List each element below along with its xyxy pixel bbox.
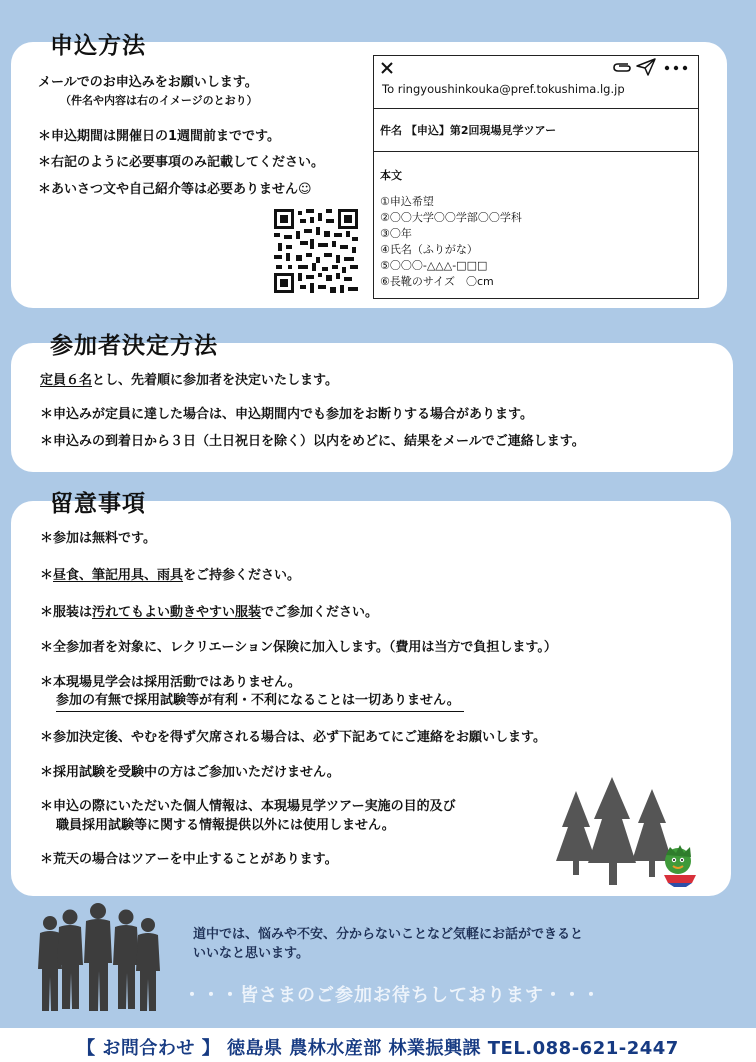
notes-bullet-5a: ＊本現場見学会は採用活動ではありません。 bbox=[40, 675, 301, 690]
send-icon bbox=[636, 58, 656, 76]
email-body-line-1: ①申込希望 bbox=[380, 195, 434, 208]
notes-bullet-5b: 参加の有無で採用試験等が有利・不利になることは一切ありません。 bbox=[56, 692, 464, 712]
apply-intro: メールでのお申込みをお願いします。 bbox=[38, 75, 258, 90]
apply-bullet-3: ＊あいさつ文や自己紹介等は必要ありません☺ bbox=[38, 182, 312, 197]
notes-bullet-3-underline: 汚れてもよい動きやすい服装 bbox=[92, 605, 262, 620]
close-icon bbox=[380, 61, 394, 75]
email-body-line-5: ⑤〇〇〇-△△△-□□□ bbox=[380, 259, 488, 272]
notes-bullet-2-pre: ＊ bbox=[40, 568, 54, 583]
email-body-line-2: ②〇〇大学〇〇学部〇〇学科 bbox=[380, 211, 522, 224]
email-body-line-4: ④氏名（ふりがな） bbox=[380, 243, 478, 256]
email-body-label: 本文 bbox=[380, 169, 402, 182]
selection-line-1 bbox=[40, 372, 338, 390]
more-icon bbox=[664, 65, 688, 71]
apply-title: 申込方法 bbox=[50, 33, 146, 59]
qr-code bbox=[274, 209, 358, 293]
apply-intro-sub: （件名や内容は右のイメージのとおり） bbox=[60, 94, 258, 107]
capacity-text: 定員６名 bbox=[40, 373, 93, 388]
notes-bullet-3-post: でご参加ください。 bbox=[261, 605, 379, 620]
apply-bullet-2: ＊右記のように必要事項のみ記載してください。 bbox=[38, 155, 325, 170]
bottom-message-2: いいなと思います。 bbox=[193, 946, 309, 961]
notes-bullet-3-pre: ＊服装は bbox=[40, 605, 93, 620]
notes-bullet-7: ＊採用試験を受験中の方はご参加いただけません。 bbox=[40, 765, 340, 780]
contact-info: 【 お問合わせ 】 徳島県 農林水産部 林業振興課 TEL.088-621-2447 bbox=[77, 1038, 679, 1059]
closing-message: ・・・皆さまのご参加お待ちしております・・・ bbox=[183, 985, 601, 1006]
paperclip-icon bbox=[612, 60, 632, 74]
notes-bullet-2-underline: 昼食、筆記用具、雨具 bbox=[53, 568, 184, 583]
selection-line-3: ＊申込みの到着日から３日（土日祝日を除く）以内をめどに、結果をメールでご連絡します。 bbox=[40, 434, 585, 449]
notes-bullet-9: ＊荒天の場合はツアーを中止することがあります。 bbox=[40, 852, 338, 867]
email-subject: 件名 【申込】第2回現場見学ツアー bbox=[380, 124, 557, 137]
notes-bullet-1: ＊参加は無料です。 bbox=[40, 531, 156, 546]
notes-bullet-2-post: をご持参ください。 bbox=[183, 568, 301, 583]
email-to: To ringyoushinkouka@pref.tokushima.lg.jp bbox=[382, 82, 625, 96]
email-mockup bbox=[373, 55, 699, 299]
notes-bullet-8a: ＊申込の際にいただいた個人情報は、本現場見学ツアー実施の目的及び bbox=[40, 799, 456, 814]
selection-line-2: ＊申込みが定員に達した場合は、申込期間内でも参加をお断りする場合があります。 bbox=[40, 407, 533, 422]
email-body-line-6: ⑥長靴のサイズ 〇cm bbox=[380, 275, 494, 288]
mascot-icon bbox=[664, 845, 696, 887]
tree-icon bbox=[552, 775, 702, 890]
apply-bullet-1: ＊申込期間は開催日の1週間前までです。 bbox=[38, 129, 281, 144]
notes-bullet-2 bbox=[40, 567, 300, 585]
selection-line-1-rest: とし、先着順に参加者を決定いたします。 bbox=[92, 373, 338, 388]
notes-bullet-3 bbox=[40, 604, 378, 622]
notes-bullet-4: ＊全参加者を対象に、レクリエーション保険に加入します。（費用は当方で負担します。） bbox=[40, 640, 557, 655]
notes-bullet-8b: 職員採用試験等に関する情報提供以外には使用しません。 bbox=[56, 818, 395, 833]
people-icon bbox=[36, 903, 162, 1015]
notes-bullet-6: ＊参加決定後、やむを得ず欠席される場合は、必ず下記あてにご連絡をお願いします。 bbox=[40, 730, 546, 745]
email-body-line-3: ③〇年 bbox=[380, 227, 412, 240]
bottom-message-1: 道中では、悩みや不安、分からないことなど気軽にお話ができると bbox=[193, 927, 584, 942]
selection-title: 参加者決定方法 bbox=[50, 333, 218, 359]
notes-title: 留意事項 bbox=[50, 491, 146, 517]
